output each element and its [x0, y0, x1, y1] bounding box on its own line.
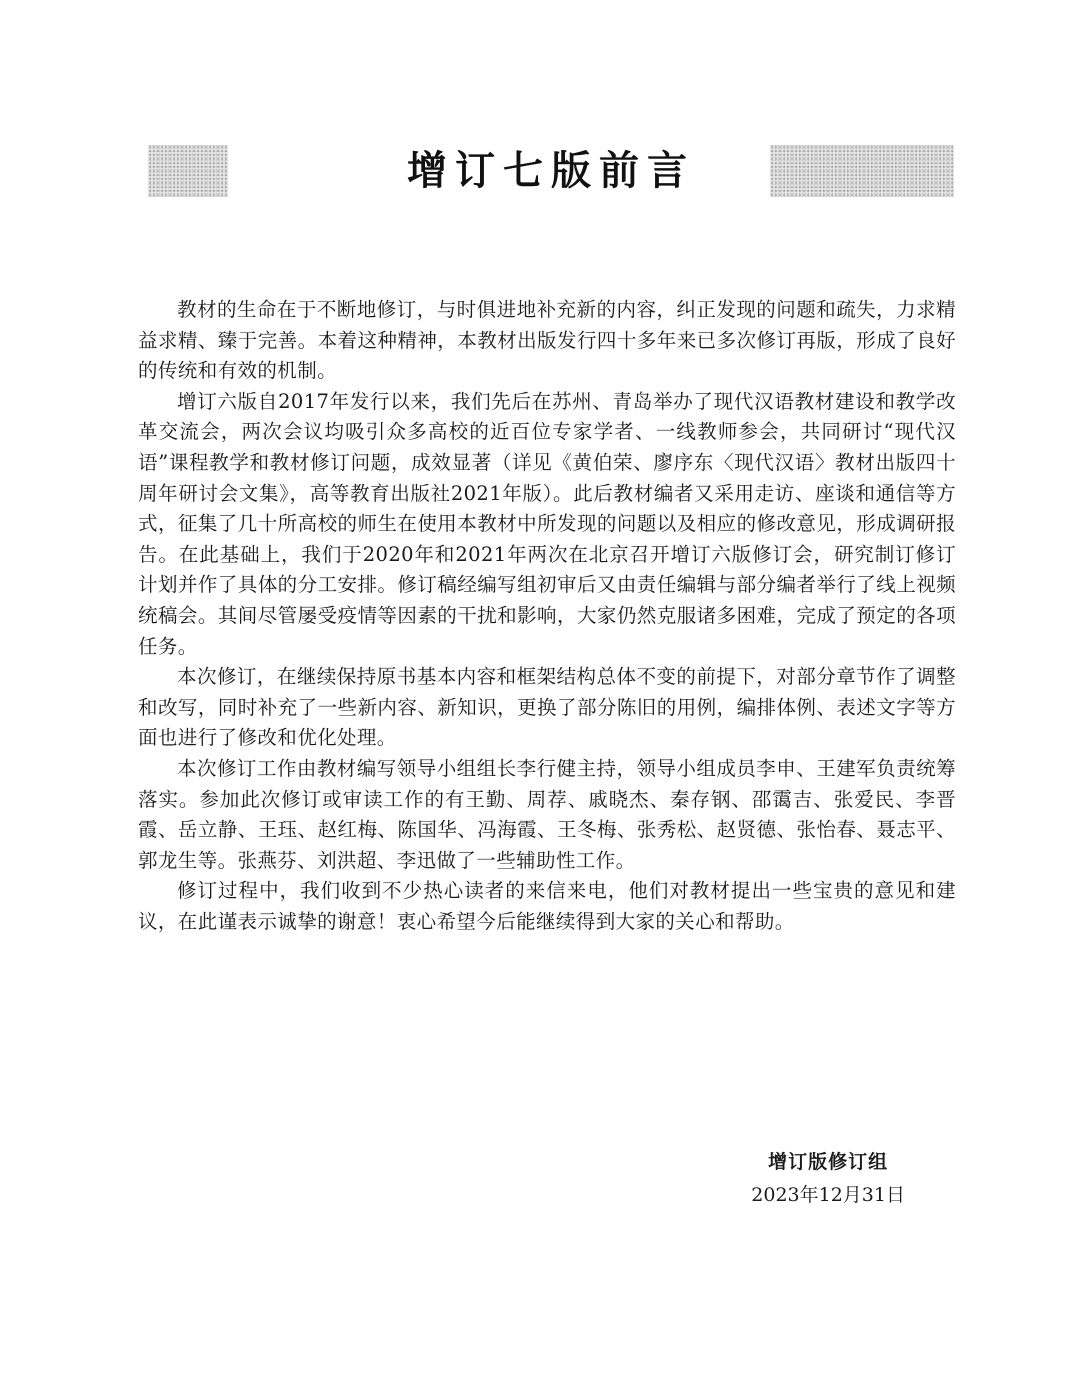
title-band [148, 145, 954, 197]
paragraph-2: 增订六版自2017年发行以来，我们先后在苏州、青岛举办了现代汉语教材建设和教学改革交流会，两次会议均吸引众多高校的近百位专家学者、一线教师参会，共同研讨“现代汉语”课程教学和教材修订问题，成效显著（详见《黄伯荣、廖序东〈现代汉语〉教材出版四十周年研讨会文集》，高等教育出版社2021年版）。此后教材编者又采用走访、座谈和通信等方式，征集了几十所高校的师生在使用本教材中所发现的问题以及相应的修改意见，形成调研报告。在此基础上，我们于2020年和2021年两次在北京召开增订六版修订会，研究制订修订计划并作了具体的分工安排。修订稿经编写组初审后又由责任编辑与部分编者举行了线上视频统稿会。其间尽管屡受疫情等因素的干扰和影响，大家仍然克服诸多困难，完成了预定的各项任务。 [138, 389, 956, 658]
paragraph-3: 本次修订，在继续保持原书基本内容和框架结构总体不变的前提下，对部分章节作了调整和改写，同时补充了一些新内容、新知识，更换了部分陈旧的用例，编排体例、表述文字等方面也进行了修改和优化处理。 [138, 665, 956, 750]
signature-block [751, 1147, 905, 1211]
page-title: 增订七版前言 [407, 147, 695, 194]
signature-date: 2023年12月31日 [751, 1184, 905, 1206]
signature-group: 增订版修订组 [768, 1151, 889, 1173]
preface-body [138, 295, 956, 937]
paragraph-4: 本次修订工作由教材编写领导小组组长李行健主持，领导小组成员李申、王建军负责统筹落实。参加此次修订或审读工作的有王勤、周荐、戚晓杰、秦存钢、邵霭吉、张爱民、李晋霞、岳立静、王珏、赵红梅、陈国华、冯海霞、王冬梅、张秀松、赵贤德、张怡春、聂志平、郭龙生等。张燕芬、刘洪超、李迅做了一些辅助性工作。 [138, 756, 956, 872]
paragraph-1: 教材的生命在于不断地修订，与时俱进地补充新的内容，纠正发现的问题和疏失，力求精益求精、臻于完善。本着这种精神，本教材出版发行四十多年来已多次修订再版，形成了良好的传统和有效的机制。 [138, 298, 956, 383]
paragraph-5: 修订过程中，我们收到不少热心读者的来信来电，他们对教材提出一些宝贵的意见和建议，在此谨表示诚挚的谢意！衷心希望今后能继续得到大家的关心和帮助。 [138, 879, 956, 933]
